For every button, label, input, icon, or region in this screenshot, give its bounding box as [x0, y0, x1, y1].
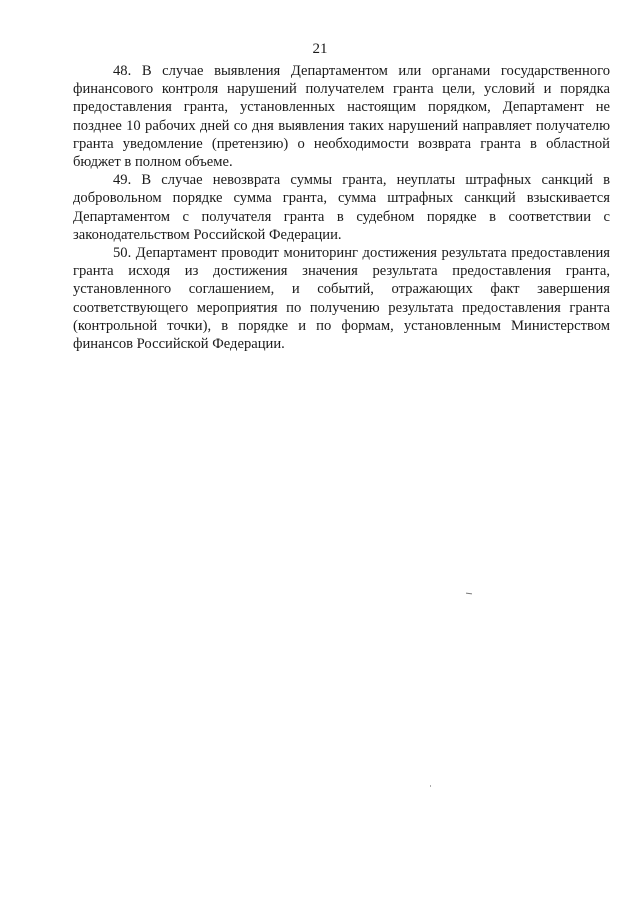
paragraph-49: 49. В случае невозврата суммы гранта, неуплаты штрафных санкций в добровольном порядке сумма гранта, сумма штрафных санкций взыскивается Департаментом с получателя гранта в судебном порядке в соответствии с законодательством Российской Федерации. [73, 172, 610, 243]
page-number: 21 [312, 41, 328, 57]
paragraph-48: 48. В случае выявления Департаментом или органами государственного финансового контроля нарушений получателем гранта цели, условий и порядка предоставления гранта, установленных настоящим порядком, Департамент не позднее 10 рабочих дней со дня выявления таких нарушений направляет получателю гранта уведомление (претензию) о необходимости возврата гранта в областной бюджет в полном объеме. [73, 63, 610, 171]
scan-speck [466, 593, 472, 595]
scan-speck [430, 785, 431, 787]
document-body [73, 62, 610, 353]
paragraph-50: 50. Департамент проводит мониторинг достижения результата предоставления гранта исходя из достижения значения результата предоставления гранта, установленного соглашением, и событий, отражающих факт завершения соответствующего мероприятия по получению результата предоставления гранта (контрольной точки), в порядке и по формам, установленным Министерством финансов Российской Федерации. [73, 245, 610, 353]
